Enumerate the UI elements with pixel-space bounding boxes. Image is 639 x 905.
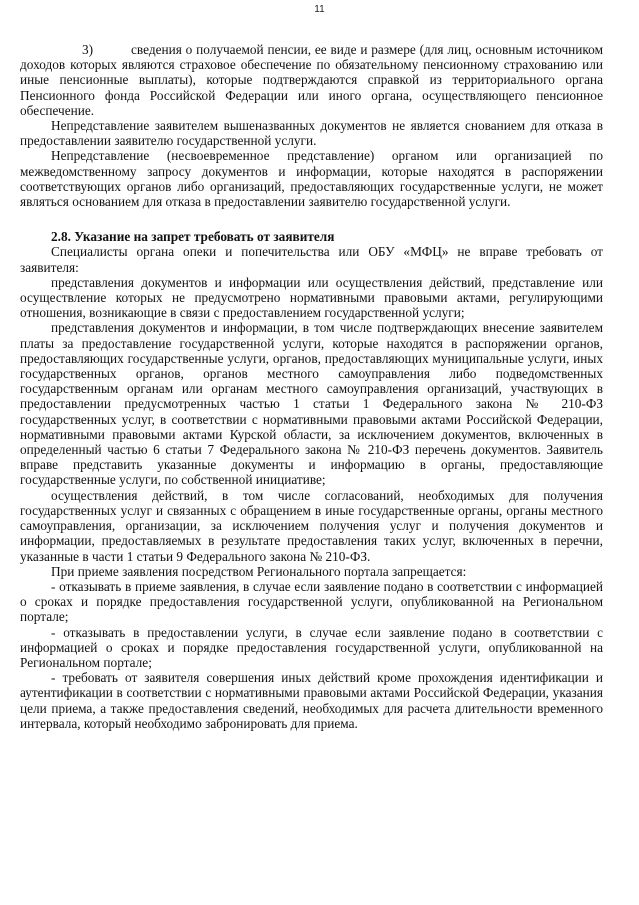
paragraph-portal-intro: При приеме заявления посредством Регионального портала запрещается: <box>51 563 467 579</box>
document-body <box>20 42 603 731</box>
paragraph-portal-3: - требовать от заявителя совершения иных действий кроме прохождения идентификации и аутентификации в соответствии с нормативными правовыми актами Российской Федерации, указания цели приема, а также предоставления сведений, необходимых для расчета длительности временного интервала, который необходимо забронировать для приема. <box>20 670 603 731</box>
list-item-number: 3) <box>82 42 94 57</box>
list-item-text: сведения о получаемой пенсии, ее виде и размере (для лиц, основным источником доходов которых являются страховое обеспечение по обязательному пенсионному страхованию или иные пенсионные выплаты), которые подтверждаются справкой из территориального органа Пенсионного фонда Российской Федерации или иного органа, осуществляющего пенсионное обеспечение. <box>20 42 603 118</box>
paragraph-requirement-1: представления документов и информации или осуществления действий, представление или осуществление которых не предусмотрено нормативными правовыми актами, регулирующими отношения, возникающие в связи с предоставлением государственной услуги; <box>20 274 603 321</box>
paragraph-requirement-2: представления документов и информации, в том числе подтверждающих внесение заявителем платы за предоставление государственной услуги, которые находятся в распоряжении органов, предоставляющих государственные услуги, органов, предоставляющих муниципальные услуги, иных государственных органов, органов местного самоуправления либо подведомственных государственным органам или органам местного самоуправления организаций, участвующих в предоставлении предусмотренных частью 1 статьи 1 Федерального закона № 210-ФЗ государственных услуг, в соответствии с нормативными правовыми актами Российской Федерации, нормативными правовыми актами Курской области, за исключением документов, включенных в определенный частью 6 статьи 7 Федерального закона № 210-ФЗ перечень документов. Заявитель вправе представить указанные документы и информацию в органы, предоставляющие государственные услуги, по собственной инициативе; <box>20 320 603 488</box>
section-spacer <box>20 209 603 229</box>
paragraph-portal-1: - отказывать в приеме заявления, в случае если заявление подано в соответствии с информацией о сроках и порядке предоставления государственной услуги, опубликованной на Региональном портале; <box>20 578 603 625</box>
list-item-3 <box>20 42 603 118</box>
section-heading: 2.8. Указание на запрет требовать от заявителя <box>51 229 335 245</box>
paragraph-specialists: Специалисты органа опеки и попечительства или ОБУ «МФЦ» не вправе требовать от заявителя: <box>20 244 603 275</box>
paragraph-requirement-3: осуществления действий, в том числе согласований, необходимых для получения государственных услуг и связанных с обращением в иные государственные органы, органы местного самоуправления, организации, за исключением получения услуг и получения документов и информации, предоставляемых в результате предоставления таких услуг, включенных в перечни, указанные в части 1 статьи 9 Федерального закона № 210-ФЗ. <box>20 487 603 564</box>
page-number: 11 <box>314 4 325 15</box>
paragraph-nonsubmission-2: Непредставление (несвоевременное представление) органом или организацией по межведомственному запросу документов и информации, которые находятся в распоряжении соответствующих органов либо организаций, предоставляющих государственные услуги, не может являться основанием для отказа в предоставлении заявителю государственной услуги. <box>20 148 603 210</box>
paragraph-portal-2: - отказывать в предоставлении услуги, в случае если заявление подано в соответствии с информацией о сроках и порядке предоставления государственной услуги, опубликованной на Региональном портале; <box>20 624 603 670</box>
paragraph-nonsubmission-1: Непредставление заявителем вышеназванных документов не является снованием для отказа в предоставлении заявителю государственной услуги. <box>20 118 603 149</box>
